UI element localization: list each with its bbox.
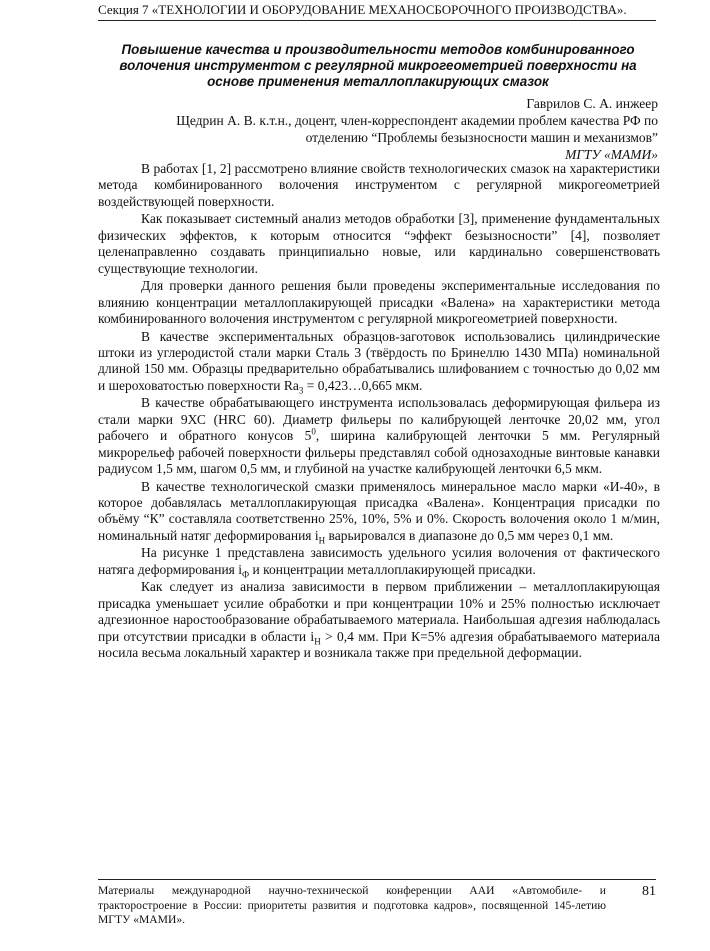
p6-text-a: В качестве технологической смазки применялось минеральное масло марки «И-40», в которое добавлялась металлоплакирующая присадка «Валена». Концентрация присадки по объёму “К” составляла соответственно 25%, 10%, 5% и 0%. Скорость волочения около 1 м/мин, номинальный натяг деформирования i: [98, 478, 660, 543]
p8-subscript: Н: [314, 636, 321, 647]
paragraph-8: [98, 579, 660, 661]
footer-rule: [98, 879, 656, 880]
paragraph-1: В работах [1, 2] рассмотрено влияние свойств технологических смазок на характеристики метода комбинированного волочения инструментом с регулярной микрогеометрией воздействующей поверхности.: [98, 161, 660, 209]
author-2-line-1: Щедрин А. В. к.т.н., доцент, член-корреспондент академии проблем качества РФ по: [176, 113, 658, 128]
author-1: Гаврилов С. А. инжеер: [526, 96, 658, 111]
p4-subscript: 3: [298, 385, 304, 396]
title-line-1: Повышение качества и производительности методов комбинированного: [121, 42, 635, 57]
footer-text: Материалы международной научно-технической конференции ААИ «Автомобиле- и тракторостроение в России: приоритеты развития и подготовка кадров», посвященной 145-летию МГТУ «МАМИ».: [98, 884, 606, 926]
title-line-3: основе применения металлоплакирующих смазок: [207, 74, 549, 89]
paragraph-5: [98, 395, 660, 477]
paragraph-7: [98, 545, 660, 578]
paragraph-2: Как показывает системный анализ методов обработки [3], применение фундаментальных физических эффектов, к которым относится “эффект безызносности” [4], позволяет целенаправленно создавать принципиально новые, или кардинально совершенствовать существующие технологии.: [98, 211, 660, 276]
p8-text-b: > 0,4 мм. При К=5% адгезия обрабатываемого материала носила весьма локальный характер и возникала также при предельной деформации.: [98, 628, 660, 661]
p6-text-b: варьировался в диапазоне до 0,5 мм через 0,1 мм.: [325, 527, 614, 543]
p7-text-b: и концентрации металлоплакирующей присадки.: [249, 561, 536, 577]
paragraph-4: [98, 329, 660, 395]
p4-text-b: = 0,423…0,665 мкм.: [303, 377, 423, 393]
body-text: [98, 161, 660, 663]
p7-subscript: Ф: [242, 569, 250, 580]
paragraph-3: Для проверки данного решения были проведены экспериментальные исследования по влиянию концентрации металлоплакирующей присадки «Валена» на характеристики метода комбинированного волочения инструментом с регулярной микрогеометрией поверхности.: [98, 278, 660, 327]
author-block: [98, 95, 658, 163]
p7-text-a: На рисунке 1 представлена зависимость удельного усилия волочения от фактического натяга деформирования i: [98, 545, 660, 577]
p5-text-b: , ширина калибрующей ленточки 5 мм. Регулярный микрорельеф рабочей поверхности фильеры представлял собой однозаходные винтовые канавки радиусом 1,5 мм, шагом 0,5 мм, и глубиной на участке калибрующей ленточки 6,5 мкм.: [98, 428, 660, 477]
paper-title: [98, 42, 658, 90]
p5-superscript: 0: [311, 426, 316, 437]
p8-text-a: Как следует из анализа зависимости в первом приближении – металлоплакирующая присадка уменьшает усилие обработки и при концентрации 10% и 25% полностью исключает адгезионное наростообразование обрабатываемого материала. Наибольшая адгезия наблюдалась при отсутствии присадки в области i: [98, 579, 660, 644]
author-2-line-2: отделению “Проблемы безызносности машин и механизмов”: [305, 130, 658, 145]
title-line-2: волочения инструментом с регулярной микрогеометрией поверхности на: [119, 58, 637, 73]
p5-text-a: В качестве обрабатывающего инструмента использовалась деформирующая фильера из стали марки 9ХС (HRC 60). Диаметр фильеры по калибрующей ленточке 20,02 мм, угол рабочего и обратного конусов 5: [98, 395, 660, 444]
p4-text-a: В качестве экспериментальных образцов-заготовок использовались цилиндрические штоки из углеродистой стали марки Сталь 3 (твёрдость по Бринеллю 1430 МПа) номинальной длиной 150 мм. Образцы предварительно обрабатывались шлифованием с точностью до 0,02 мм и шероховатостью поверхности Ra: [98, 328, 660, 393]
running-header: Секция 7 «ТЕХНОЛОГИИ И ОБОРУДОВАНИЕ МЕХАНОСБОРОЧНОГО ПРОИЗВОДСТВА».: [98, 0, 656, 21]
p6-subscript: Н: [318, 535, 326, 546]
paragraph-6: [98, 479, 660, 545]
affiliation: МГТУ «МАМИ»: [565, 147, 658, 162]
page-number: 81: [642, 884, 656, 899]
